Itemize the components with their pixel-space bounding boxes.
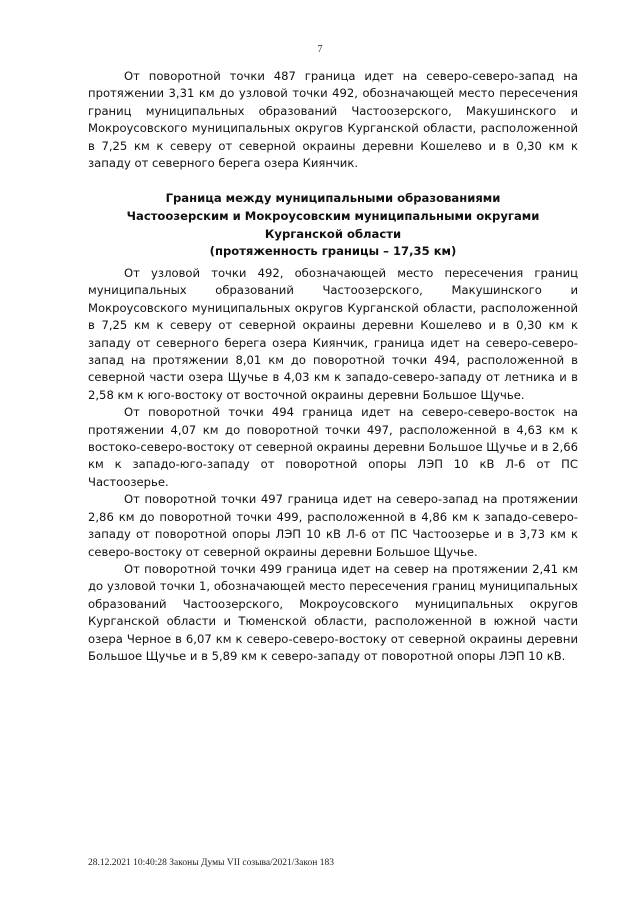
- intro-section: [88, 68, 578, 172]
- boundary-description: [88, 265, 578, 665]
- section-heading: [88, 190, 578, 261]
- paragraph-497-499: От поворотной точки 497 граница идет на северо-запад на протяжении 2,86 км до поворотной точки 499, расположенной в 4,86 км к западо-северо-западу от поворотной опоры ЛЭП 10 кВ Л-6 от ПС Частоозерье и в 3,73 км к северо-востоку от северной окраины деревни Большое Щучье.: [88, 492, 578, 559]
- paragraph-487-492: От поворотной точки 487 граница идет на северо-северо-запад на протяжении 3,31 км до узловой точки 492, обозначающей место пересечения границ муниципальных образований Частоозерского, Макушинского и Мокроусовского муниципальных округов Курганской области, расположенной в 7,25 км к северу от северной окраины деревни Кошелево и в 0,30 км к западу от северного берега озера Киянчик.: [88, 69, 578, 171]
- heading-line-3: Курганской области: [264, 226, 402, 241]
- page-number: 7: [317, 44, 323, 55]
- heading-line-2: Частоозерским и Мокроусовским муниципальными округами: [126, 208, 540, 223]
- paragraph-494-497: От поворотной точки 494 граница идет на северо-северо-восток на протяжении 4,07 км до поворотной точки 497, расположенной в 4,63 км к востоко-северо-востоку от северной окраины деревни Большое Щучье и в 2,66 км к западо-юго-западу от поворотной опоры ЛЭП 10 кВ Л-6 от ПС Частоозерье.: [88, 405, 578, 489]
- heading-line-4: (протяженность границы – 17,35 км): [209, 244, 457, 259]
- paragraph-492-494: От узловой точки 492, обозначающей место пересечения границ муниципальных образований Частоозерского, Макушинского и Мокроусовского муниципальных округов Курганской области, расположенной в 7,25 км к северу от северной окраины деревни Кошелево и в 0,30 км к западу от северного берега озера Киянчик, граница идет на северо-северо-запад на протяжении 8,01 км до поворотной точки 494, расположенной в северной части озера Щучье в 4,03 км к западо-северо-западу от летника и в 2,58 км к юго-востоку от восточной окраины деревни Большое Щучье.: [88, 266, 578, 402]
- heading-line-1: Граница между муниципальными образованиями: [165, 191, 501, 205]
- document-footer: 28.12.2021 10:40:28 Законы Думы VII созыва/2021/Закон 183: [88, 858, 334, 868]
- paragraph-499-1: От поворотной точки 499 граница идет на север на протяжении 2,41 км до узловой точки 1, обозначающей место пересечения границ муниципальных образований Частоозерского, Мокроусовского муниципальных округов Курганской области и Тюменской области, расположенной в южной части озера Черное в 6,07 км к северо-северо-востоку от северной окраины деревни Большое Щучье и в 5,89 км к северо-западу от поворотной опоры ЛЭП 10 кВ.: [88, 561, 578, 663]
